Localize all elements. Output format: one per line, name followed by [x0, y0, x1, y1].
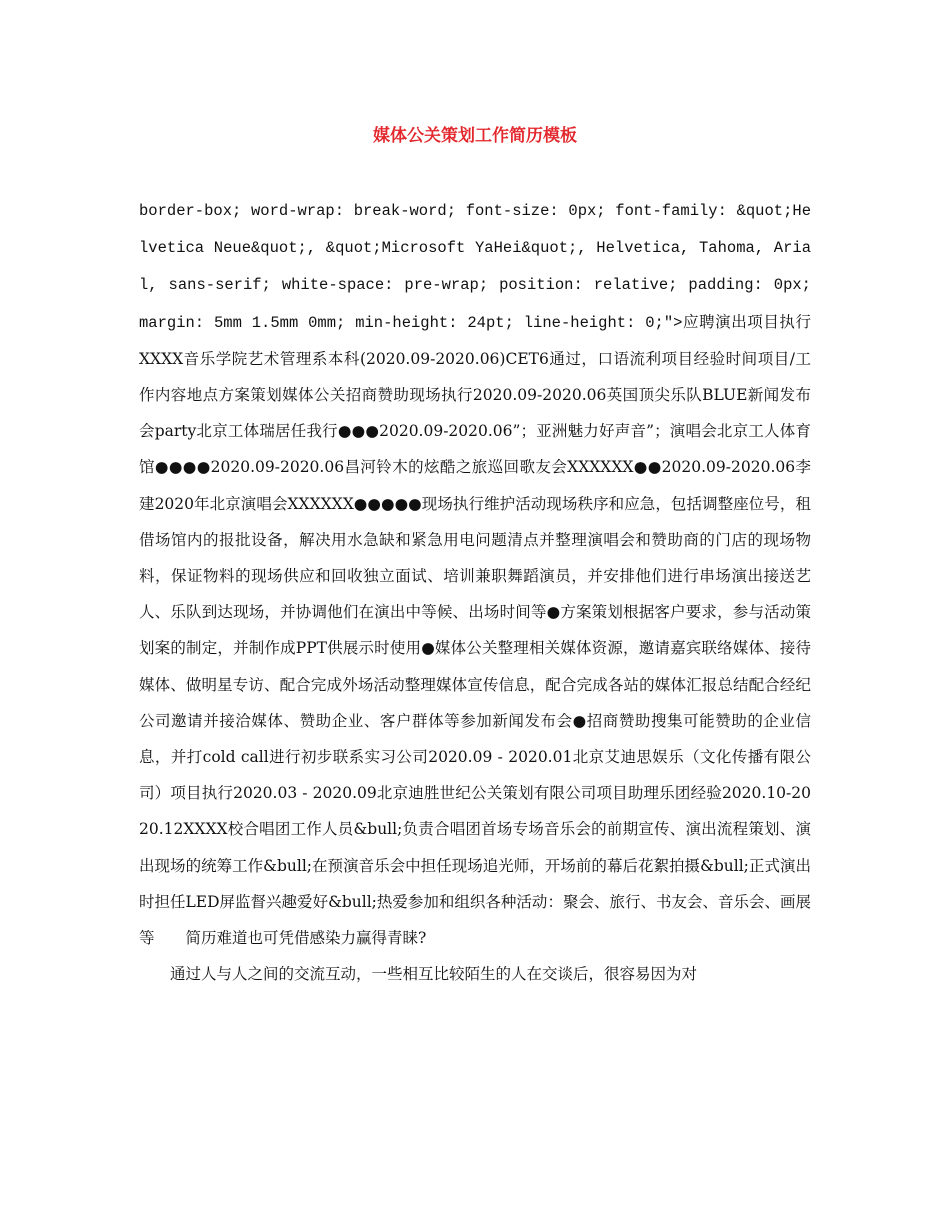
body-paragraph [139, 192, 811, 956]
document-title: 媒体公关策划工作简历模板 [373, 126, 577, 146]
document-body [139, 192, 811, 992]
resume-content-text: 应聘演出项目执行XXXX音乐学院艺术管理系本科(2020.09-2020.06)CET6通过，口语流利项目经验时间项目/工作内容地点方案策划媒体公关招商赞助现场执行2020.09-2020.06英国顶尖乐队BLUE新闻发布会party北京工体瑞居任我行●●●2020.09-2020.06”；亚洲魅力好声音”；演唱会北京工人体育馆●●●●2020.09-2020.06昌河铃木的炫酷之旅巡回歌友会XXXXXX●●2020.09-2020.06李建2020年北京演唱会XXXXXX●●●●●现场执行维护活动现场秩序和应急，包括调整座位号，租借场馆内的报批设备，解决用水急缺和紧急用电问题清点并整理演唱会和赞助商的门店的现场物料，保证物料的现场供应和回收独立面试、培训兼职舞蹈演员，并安排他们进行串场演出接送艺人、乐队到达现场，并协调他们在演出中等候、出场时间等●方案策划根据客户要求，参与活动策划案的制定，并制作成PPT供展示时使用●媒体公关整理相关媒体资源，邀请嘉宾联络媒体、接待媒体、做明星专访、配合完成外场活动整理媒体宣传信息，配合完成各站的媒体汇报总结配合经纪公司邀请并接洽媒体、赞助企业、客户群体等参加新闻发布会●招商赞助搜集可能赞助的企业信息，并打cold call进行初步联系实习公司2020.09 - 2020.01北京艾迪思娱乐（文化传播有限公司）项目执行2020.03 - 2020.09北京迪胜世纪公关策划有限公司项目助理乐团经验2020.10-2020.12XXXX校合唱团工作人员&bull;负责合唱团首场专场音乐会的前期宣传、演出流程策划、演出现场的统筹工作&bull;在预演音乐会中担任现场追光师，开场前的幕后花絮拍摄&bull;正式演出时担任LED屏监督兴趣爱好&bull;热爱参加和组织各种活动：聚会、旅行、书友会、音乐会、画展等 简历难道也可凭借感染力赢得青睐? [139, 312, 811, 948]
css-leak-text: border-box; word-wrap: break-word; font-size: 0px; font-family: &quot;Helvetica Neue&quot;, &quot;Microsoft YaHei&quot;, Helvetica, Tahoma, Arial, sans-serif; white-space: pre-wrap; position: relative; padding: 0px; margin: 5mm 1.5mm 0mm; min-height: 24pt; line-height: 0;"> [139, 202, 811, 332]
body-paragraph-2: 通过人与人之间的交流互动，一些相互比较陌生的人在交谈后，很容易因为对 [170, 965, 698, 984]
